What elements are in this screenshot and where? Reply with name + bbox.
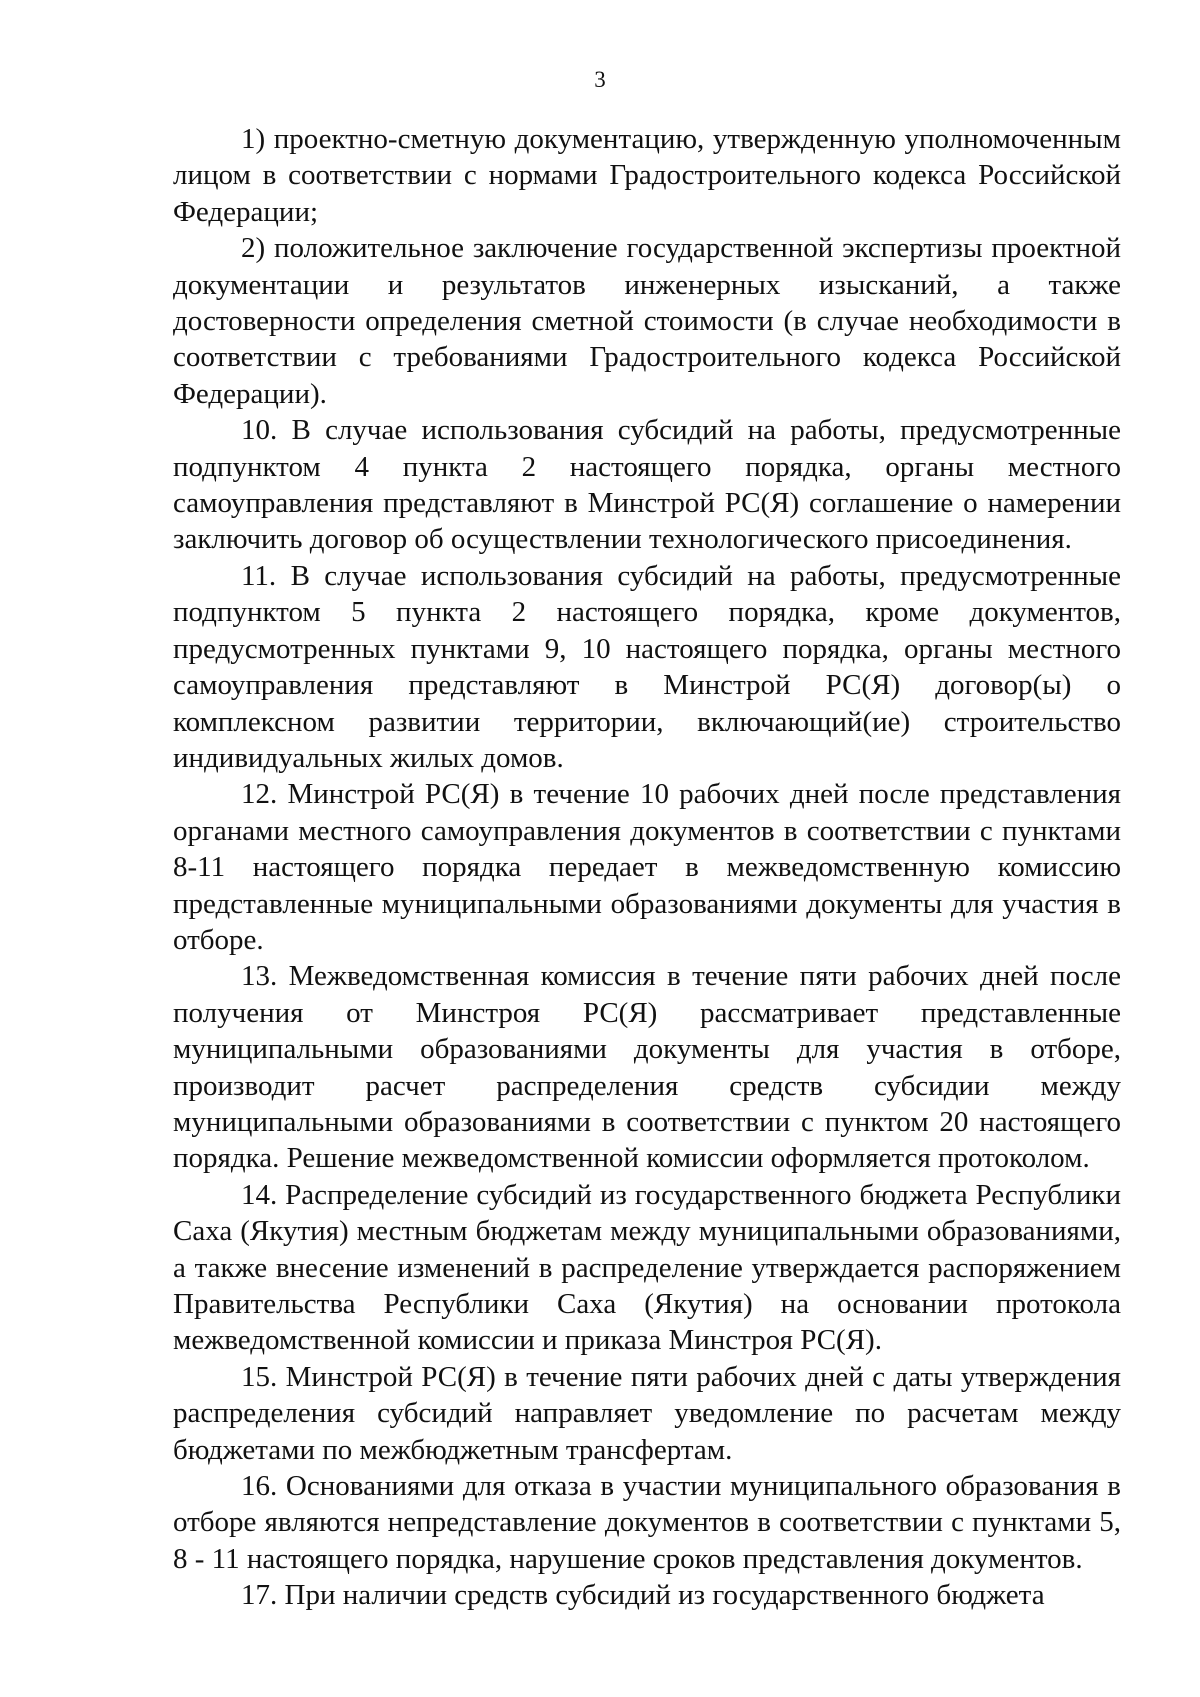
- paragraph-item-1: 1) проектно-сметную документацию, утвержденную уполномоченным лицом в соответствии с нормами Градостроительного кодекса Российской Федерации;: [173, 123, 1121, 228]
- page-number: 3: [594, 67, 606, 92]
- paragraph-15: 15. Минстрой РС(Я) в течение пяти рабочих дней с даты утверждения распределения субсидий направляет уведомление по расчетам между бюджетами по межбюджетным трансфертам.: [173, 1360, 1121, 1466]
- paragraph-item-2: 2) положительное заключение государственной экспертизы проектной документации и результатов инженерных изысканий, а также достоверности определения сметной стоимости (в случае необходимости в соответствии с требованиями Градостроительного кодекса Российской Федерации).: [173, 232, 1121, 410]
- paragraph-11: 11. В случае использования субсидий на работы, предусмотренные подпунктом 5 пункта 2 настоящего порядка, кроме документов, предусмотренных пунктами 9, 10 настоящего порядка, органы местного самоуправления представляют в Минстрой РС(Я) договор(ы) о комплексном развитии территории, включающий(ие) строительство индивидуальных жилых домов.: [173, 559, 1121, 774]
- paragraph-17: 17. При наличии средств субсидий из государственного бюджета: [241, 1579, 1045, 1612]
- paragraph-16: 16. Основаниями для отказа в участии муниципального образования в отборе являются непредставление документов в соответствии с пунктами 5, 8 - 11 настоящего порядка, нарушение сроков представления документов.: [173, 1470, 1121, 1575]
- document-body: [173, 121, 1121, 1614]
- paragraph-14: 14. Распределение субсидий из государственного бюджета Республики Саха (Якутия) местным бюджетам между муниципальными образованиями, а также внесение изменений в распределение утверждается распоряжением Правительства Республики Саха (Якутия) на основании протокола межведомственной комиссии и приказа Минстроя РС(Я).: [173, 1178, 1121, 1357]
- paragraph-13: 13. Межведомственная комиссия в течение пяти рабочих дней после получения от Минстроя РС(Я) рассматривает представленные муниципальными образованиями документы для участия в отборе, производит расчет распределения средств субсидии между муниципальными образованиями в соответствии с пунктом 20 настоящего порядка. Решение межведомственной комиссии оформляется протоколом.: [173, 960, 1121, 1175]
- paragraph-12: 12. Минстрой РС(Я) в течение 10 рабочих дней после представления органами местного самоуправления документов в соответствии с пунктами 8-11 настоящего порядка передает в межведомственную комиссию представленные муниципальными образованиями документы для участия в отборе.: [173, 778, 1121, 956]
- paragraph-10: 10. В случае использования субсидий на работы, предусмотренные подпунктом 4 пункта 2 настоящего порядка, органы местного самоуправления представляют в Минстрой РС(Я) соглашение о намерении заключить договор об осуществлении технологического присоединения.: [173, 414, 1121, 556]
